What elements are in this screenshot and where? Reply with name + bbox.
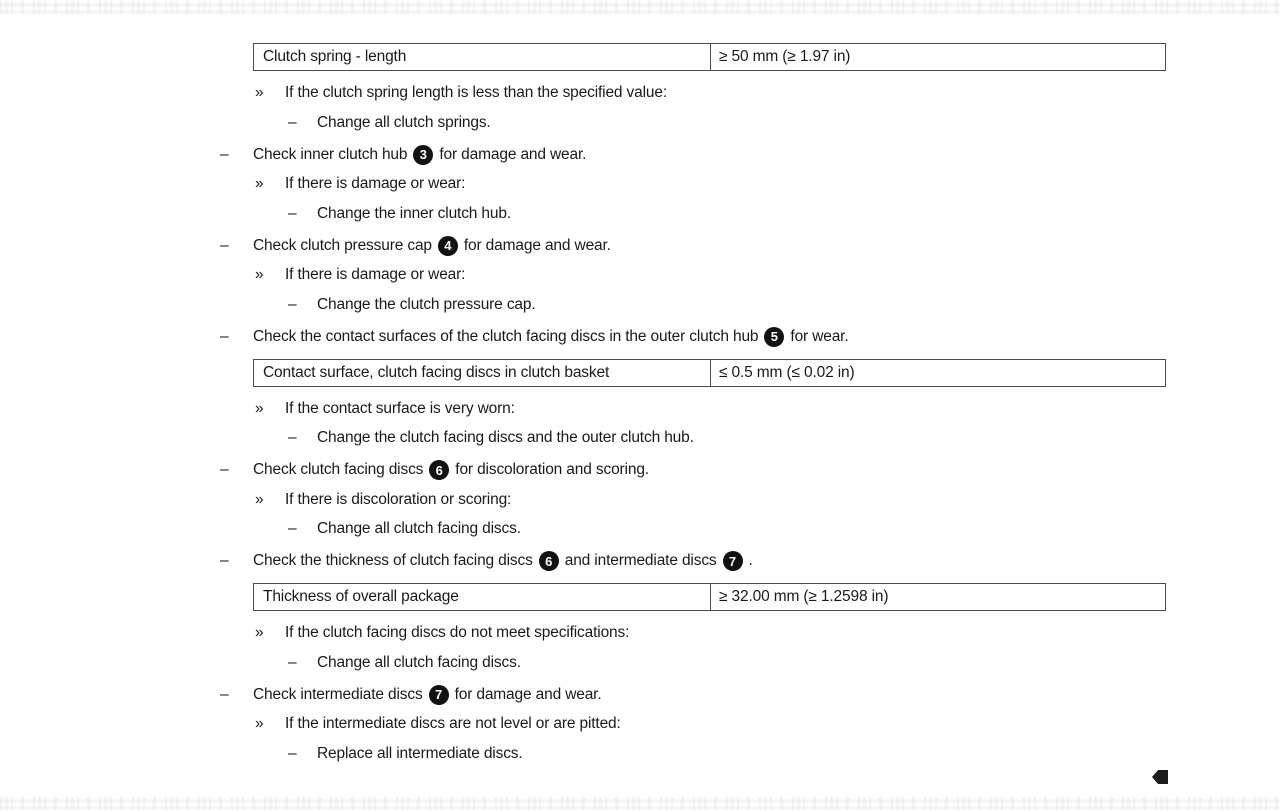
text-segment: for wear.	[790, 327, 849, 345]
line-text: If the clutch spring length is less than the specified value:	[285, 84, 668, 101]
action-line	[0, 108, 1280, 138]
line-text: If there is damage or wear:	[285, 175, 466, 192]
chevron-bullet-icon: »	[255, 715, 264, 732]
text-segment: Check the contact surfaces of the clutch facing discs in the outer clutch hub	[253, 327, 759, 345]
action-line	[0, 423, 1280, 453]
action-line	[0, 514, 1280, 544]
checklist-step	[0, 546, 1280, 576]
line-text: Change the clutch pressure cap.	[317, 295, 536, 313]
action-line	[0, 739, 1280, 769]
line-text: Replace all intermediate discs.	[317, 744, 523, 762]
spec-table	[253, 43, 1166, 71]
dash-bullet-icon: –	[220, 327, 229, 345]
checklist-step	[0, 140, 1280, 170]
condition-line	[0, 618, 1280, 648]
line-text	[253, 145, 586, 165]
spec-table-label: Thickness of overall package	[254, 584, 711, 610]
text-segment: for discoloration and scoring.	[455, 461, 649, 478]
dash-bullet-icon: –	[288, 520, 297, 537]
spec-table	[253, 583, 1166, 611]
line-text	[253, 460, 649, 480]
dash-bullet-icon: –	[288, 204, 297, 222]
line-text: If the intermediate discs are not level or are pitted:	[285, 715, 621, 732]
spec-table-label: Contact surface, clutch facing discs in clutch basket	[254, 360, 711, 386]
part-callout-badge: 3	[413, 145, 433, 165]
part-callout-badge: 7	[429, 685, 449, 705]
text-segment: Check inner clutch hub	[253, 145, 408, 163]
text-segment: Check intermediate discs	[253, 685, 423, 703]
chevron-bullet-icon: »	[255, 399, 264, 417]
text-segment: for damage and wear.	[454, 685, 602, 703]
text-segment: and intermediate discs	[564, 552, 717, 569]
dash-bullet-icon: –	[220, 461, 229, 478]
cutoff-text-strip-bottom	[0, 796, 1280, 810]
spec-table-value: ≤ 0.5 mm (≤ 0.02 in)	[719, 363, 855, 381]
action-line	[0, 648, 1280, 678]
chevron-bullet-icon: »	[255, 175, 264, 192]
line-text: Change all clutch facing discs.	[317, 653, 521, 671]
spec-table-value: ≥ 50 mm (≥ 1.97 in)	[719, 48, 851, 65]
spec-table	[253, 359, 1166, 387]
text-segment: Check clutch facing discs	[253, 461, 424, 478]
dash-bullet-icon: –	[288, 653, 297, 671]
checklist-step	[0, 455, 1280, 485]
dash-bullet-icon: –	[288, 744, 297, 762]
part-callout-badge: 5	[764, 327, 784, 347]
dash-bullet-icon: –	[220, 236, 229, 254]
condition-line	[0, 394, 1280, 424]
spec-table-value: ≥ 32.00 mm (≥ 1.2598 in)	[719, 588, 889, 605]
text-segment: Check the thickness of clutch facing discs	[253, 552, 533, 569]
checklist-step	[0, 680, 1280, 710]
part-callout-badge: 6	[539, 551, 559, 571]
chevron-bullet-icon: »	[255, 624, 264, 641]
part-callout-badge: 6	[429, 460, 449, 480]
dash-bullet-icon: –	[220, 552, 229, 569]
text-segment: Check clutch pressure cap	[253, 236, 432, 254]
chevron-bullet-icon: »	[255, 490, 264, 508]
condition-line	[0, 260, 1280, 290]
text-segment: for damage and wear.	[463, 236, 611, 254]
line-text	[253, 551, 753, 571]
line-text	[253, 327, 849, 347]
line-text: If there is damage or wear:	[285, 266, 466, 283]
line-text	[253, 685, 602, 705]
dash-bullet-icon: –	[220, 145, 229, 163]
part-callout-badge: 4	[438, 236, 458, 256]
line-text: If the contact surface is very worn:	[285, 399, 515, 417]
line-text	[253, 236, 611, 256]
condition-line	[0, 169, 1280, 199]
chevron-bullet-icon: »	[255, 266, 264, 283]
spec-table-label: Clutch spring - length	[254, 44, 711, 70]
left-arrow-icon[interactable]	[1152, 770, 1168, 784]
line-text: Change the clutch facing discs and the outer clutch hub.	[317, 429, 694, 446]
line-text: If the clutch facing discs do not meet specifications:	[285, 624, 630, 641]
dash-bullet-icon: –	[288, 113, 297, 131]
chevron-bullet-icon: »	[255, 84, 264, 101]
checklist-step	[0, 231, 1280, 261]
line-text: Change all clutch facing discs.	[317, 520, 521, 537]
dash-bullet-icon: –	[288, 429, 297, 446]
condition-line	[0, 709, 1280, 739]
line-text: Change all clutch springs.	[317, 113, 491, 131]
dash-bullet-icon: –	[220, 685, 229, 703]
condition-line	[0, 78, 1280, 108]
text-segment: .	[748, 552, 753, 569]
action-line	[0, 199, 1280, 229]
dash-bullet-icon: –	[288, 295, 297, 313]
condition-line	[0, 485, 1280, 515]
line-text: Change the inner clutch hub.	[317, 204, 511, 222]
part-callout-badge: 7	[723, 551, 743, 571]
action-line	[0, 290, 1280, 320]
line-text: If there is discoloration or scoring:	[285, 490, 512, 508]
text-segment: for damage and wear.	[439, 145, 587, 163]
checklist-step	[0, 322, 1280, 352]
